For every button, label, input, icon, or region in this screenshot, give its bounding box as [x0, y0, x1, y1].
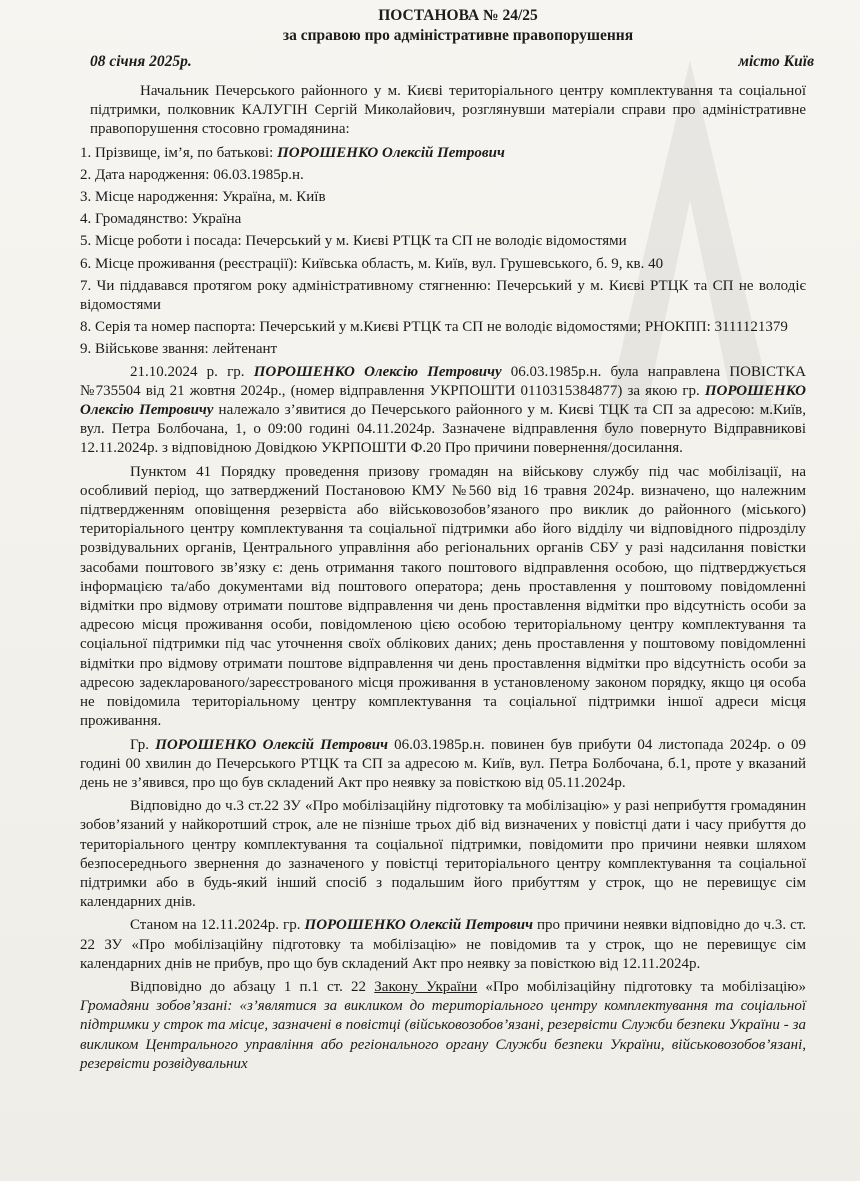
paragraph-law-article: Відповідно до ч.3 ст.22 ЗУ «Про мобілізаційну підготовку та мобілізацію» у разі неприбуття громадянин зобов’язаний у найкоротший строк, але не пізніше трьох діб від визначених у повістці дати і часу прибуття до територіального центру комплектування та соціальної підтримки, повідомити про причини неявки шляхом безпосереднього звернення до зазначеного у повістці територіального центру комплектування та соціальної підтримки або в будь-який інший спосіб з подальшим його прибуттям у строк, що не перевищує сім календарних днів.: [80, 798, 806, 911]
list-item: 1. Прізвище, ім’я, по батькові: ПОРОШЕНКО Олексій Петрович: [80, 144, 505, 161]
document-city: місто Київ: [738, 53, 814, 70]
list-item: 2. Дата народження: 06.03.1985р.н.: [80, 166, 304, 183]
paragraph-obligations: Відповідно до абзацу 1 п.1 ст. 22 Закону України «Про мобілізаційну підготовку та мобілізацію» Громадяни зобов’язані: «з’являтися за викликом до територіального центру комплектування та соціальної підтримки у строк та місце, зазначені в повістці (військовозобов’язані, резервісти Служби безпеки України - за викликом Центрального управління або регіонального органу Служби безпеки України, військовозобов’язані, резервісти розвідувальних: [80, 978, 807, 1072]
list-item: 6. Місце проживання (реєстрації): Київська область, м. Київ, вул. Грушевського, б. 9, кв. 40: [80, 255, 664, 272]
personal-data-list: [80, 144, 806, 360]
paragraph-regulation: Пунктом 41 Порядку проведення призову громадян на військову службу під час мобілізації, на особливий період, що затверджений Постановою КМУ №560 від 16 травня 2024р. визначено, що належним підтвердженням оповіщення резервіста або військовозобов’язаного про виклик до районного (міського) територіального центру комплектування та соціальної підтримки або його відділу чи відповідного підрозділу розвідувальних органів, Центрального управління або регіональних органів СБУ у разі надсилання повістки засобами поштового зв’язку є: день отримання такого поштового відправлення особою, що підтверджується інформацією та/або документами від поштового оператора; день проставлення у поштовому повідомленні відмітки про відмову отримати поштове відправлення чи день проставлення відмітки про відсутність особи за адресою місця проживання особи, повідомленою цією особою територіальному центру комплектування та соціальної підтримки під час уточнення своїх облікових даних; день проставлення у поштовому повідомленні відмітки про відмову отримати поштове відправлення чи день проставлення відмітки про відсутність особи за адресою задекларованого/зареєстрованого місця проживання в установленому законом порядку, якщо ця особа не повідомила територіальному центру комплектування та соціальної підтримки іншої адреси місця проживання.: [80, 463, 806, 730]
person-name: ПОРОШЕНКО Олексій Петрович: [277, 144, 505, 161]
paragraph-summons: 21.10.2024 р. гр. ПОРОШЕНКО Олексію Петровичу 06.03.1985р.н. була направлена ПОВІСТКА №735504 від 21 жовтня 2024р., (номер відправлення УКРПОШТИ 0110315384877) за якою гр. ПОРОШЕНКО Олексію Петровичу належало з’явитися до Печерського районного у м. Києві ТЦК та СП за адресою: м.Київ, вул. Петра Болбочана, 1, о 09:00 годині 04.11.2024р. Зазначене відправлення було повернуто Відправникові 12.11.2024р. з відповідною Довідкою УКРПОШТИ Ф.20 Про причини повернення/досилання.: [80, 363, 806, 457]
document-title: ПОСТАНОВА № 24/25: [378, 7, 538, 24]
list-item: 5. Місце роботи і посада: Печерський у м. Києві РТЦК та СП не володіє відомостями: [80, 233, 627, 250]
paragraph-no-show: Гр. ПОРОШЕНКО Олексій Петрович 06.03.1985р.н. повинен був прибути 04 листопада 2024р. о 09 годині 00 хвилин до Печерського РТЦК та СП за адресою м. Київ, вул. Петра Болбочана, б.1, проте у вказаний день не з’явився, про що був складений Акт про неявку за повісткою від 05.11.2024р.: [80, 736, 806, 791]
document-subtitle: за справою про адміністративне правопорушення: [282, 27, 634, 44]
list-item: 8. Серія та номер паспорта: Печерський у м.Києві РТЦК та СП не володіє відомостями; РНОКПП: 3111121379: [80, 319, 788, 336]
date-row: [90, 52, 814, 72]
list-item: 3. Місце народження: Україна, м. Київ: [80, 189, 326, 206]
list-item: 9. Військове звання: лейтенант: [80, 341, 278, 358]
law-link: Закону України: [374, 978, 478, 995]
document-date: 08 січня 2025р.: [90, 53, 192, 70]
list-item: 7. Чи піддавався протягом року адміністративному стягненню: Печерський у м. Києві РТЦК та СП не володіє відомостями: [80, 277, 806, 314]
intro-paragraph: Начальник Печерського районного у м. Києві територіального центру комплектування та соціальної підтримки, полковник КАЛУГІН Сергій Миколайович, розглянувши матеріали справи про адміністративне правопорушення стосовно громадянина:: [90, 83, 806, 138]
list-item: 4. Громадянство: Україна: [80, 211, 242, 228]
paragraph-status: Станом на 12.11.2024р. гр. ПОРОШЕНКО Олексій Петрович про причини неявки відповідно до ч.3. ст. 22 ЗУ «Про мобілізаційну підготовку та мобілізацію» не повідомив та у строк, що не перевищує сім календарних днів не прибув, про що був складений Акт про неявку за повісткою від 12.11.2024р.: [80, 917, 807, 972]
